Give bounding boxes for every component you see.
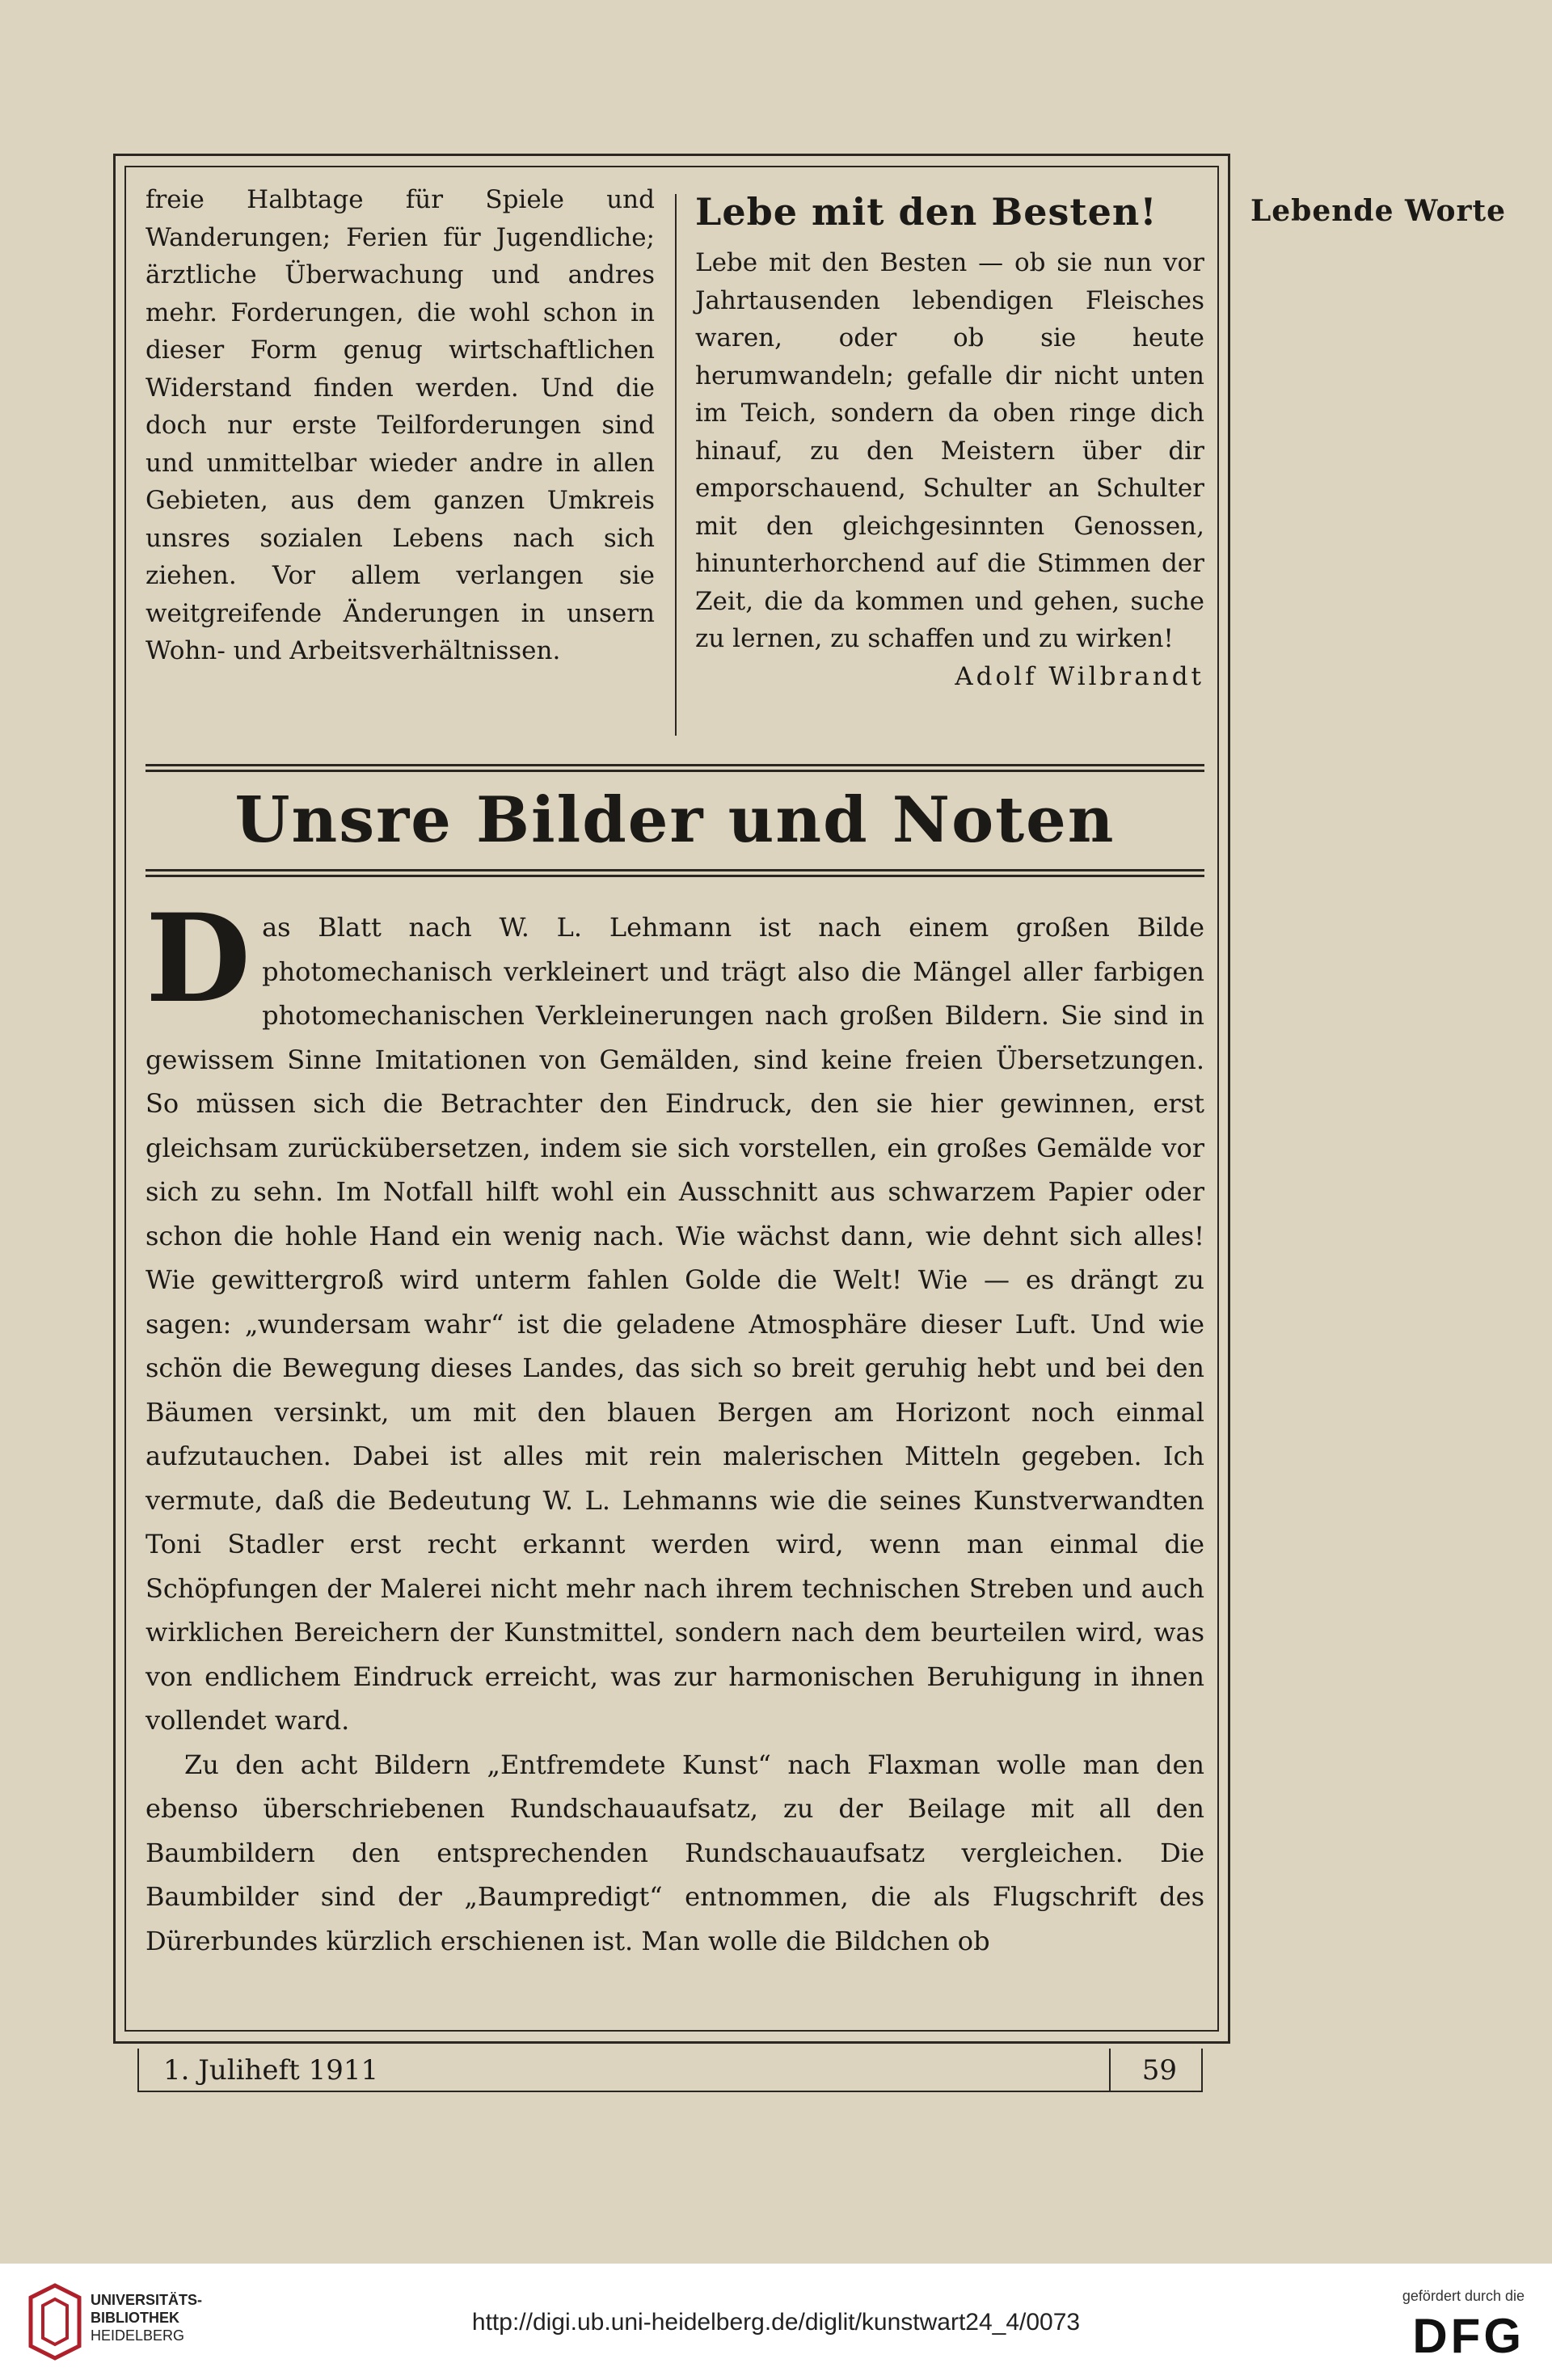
quote-author: Adolf Wilbrandt — [955, 661, 1204, 691]
library-name-line3: HEIDELBERG — [91, 2327, 185, 2344]
article-paragraph-2: Zu den acht Bildern „Entfremdete Kunst“ nach Flaxman wolle man den ebenso überschriebenen Rundschauaufsatz, zu der Beilage mit all den Baumbildern den entsprechenden Rundschauaufsatz vergleichen. Die Baumbilder sind der „Baumpredigt“ entnommen, die als Flugschrift des Dürerbundes kürzlich erschienen ist. Man wolle die Bildchen ob — [146, 1749, 1204, 1956]
page-number: 59 — [1141, 2054, 1177, 2087]
title-rule-bottom — [146, 869, 1204, 877]
article-paragraph-1 — [146, 888, 1204, 1743]
library-name-line2: BIBLIOTHEK — [91, 2310, 179, 2326]
page-footer — [137, 2049, 1203, 2092]
left-column-text: freie Halbtage für Spiele und Wanderungen; Ferien für Jugendliche; ärztliche Überwachung und andres mehr. Forderungen, die wohl schon in dieser Form genug wirtschaftlichen Widerstand finden werden. Und die doch nur erste Teilforderungen sind und unmittelbar wieder andre in allen Gebieten, aus dem ganzen Umkreis unsres sozialen Lebens nach sich ziehen. Vor allem verlangen sie weitgreifende Änderungen in unsern Wohn- und Arbeitsverhältnissen. — [146, 185, 655, 665]
digitization-banner — [0, 2264, 1552, 2380]
right-column — [695, 181, 1204, 695]
section-title: Unsre Bilder und Noten — [234, 783, 1116, 857]
quote-heading: Lebe mit den Besten! — [695, 190, 1158, 234]
title-rule-top — [146, 764, 1204, 772]
article-paragraph-1-text: as Blatt nach W. L. Lehmann ist nach einem großen Bilde photomechanisch verkleinert und trägt also die Mängel aller farbigen photomechanischen Verkleinerungen nach großen Bildern. Sie sind in gewissem Sinne Imitationen von Gemälden, sind keine freien Übersetzungen. So müssen sich die Betrachter den Eindruck, den sie hier gewinnen, erst gleichsam zurückübersetzen, indem sie sich vorstellen, ein großes Gemälde vor sich zu sehn. Im Notfall hilft wohl ein Ausschnitt aus schwarzem Papier oder schon die hohle Hand ein wenig nach. Wie wächst dann, wie dehnt sich alles! Wie gewittergroß wird unterm fahlen Golde die Welt! Wie — es drängt zu sagen: „wundersam wahr“ ist die geladene Atmosphäre dieser Luft. Und wie schön die Bewegung dieses Landes, das sich so breit geruhig hebt und bei den Bäumen versinkt, um mit den blauen Bergen am Horizont noch einmal aufzutauchen. Dabei ist alles mit rein malerischen Mitteln gegeben. Ich vermute, daß die Bedeutung W. L. Lehmanns wie die seines Kunstverwandten Toni Stadler erst recht erkannt werden wird, wenn man einmal die Schöpfungen der Malerei nicht mehr nach ihrem technischen Streben und auch wirklichen Bereichern der Kunstmittel, sondern nach dem beurteilen wird, was von endlichem Eindruck erreicht, was zur harmonischen Beruhigung in ihnen vollendet ward. — [146, 912, 1204, 1736]
quote-text: Lebe mit den Besten — ob sie nun vor Jahrtausenden lebendigen Fleisches waren, oder ob sie heute herumwandeln; gefalle dir nicht unten im Teich, sondern da oben ringe dich hinauf, zu den Meistern über dir emporschauend, Schulter an Schulter mit den gleichgesinnten Genossen, hinunterhorchend auf die Stimmen der Zeit, die da kommen und gehen, suche zu lernen, zu schaffen und zu wirken! — [695, 248, 1204, 653]
column-divider — [675, 194, 677, 736]
funded-by-label: gefördert durch die — [1402, 2288, 1525, 2304]
footer-divider — [1109, 2049, 1111, 2091]
left-column — [146, 181, 655, 670]
side-note: Lebende Worte — [1250, 194, 1507, 228]
article-body — [146, 888, 1204, 1963]
dfg-logo: DFG — [1412, 2309, 1525, 2363]
source-url-link[interactable]: http://digi.ub.uni-heidelberg.de/diglit/kunstwart24_4/0073 — [471, 2309, 1081, 2336]
drop-cap: D — [146, 888, 251, 1030]
library-name-line1: UNIVERSITÄTS- — [91, 2292, 203, 2308]
issue-label: 1. Juliheft 1911 — [163, 2054, 379, 2087]
